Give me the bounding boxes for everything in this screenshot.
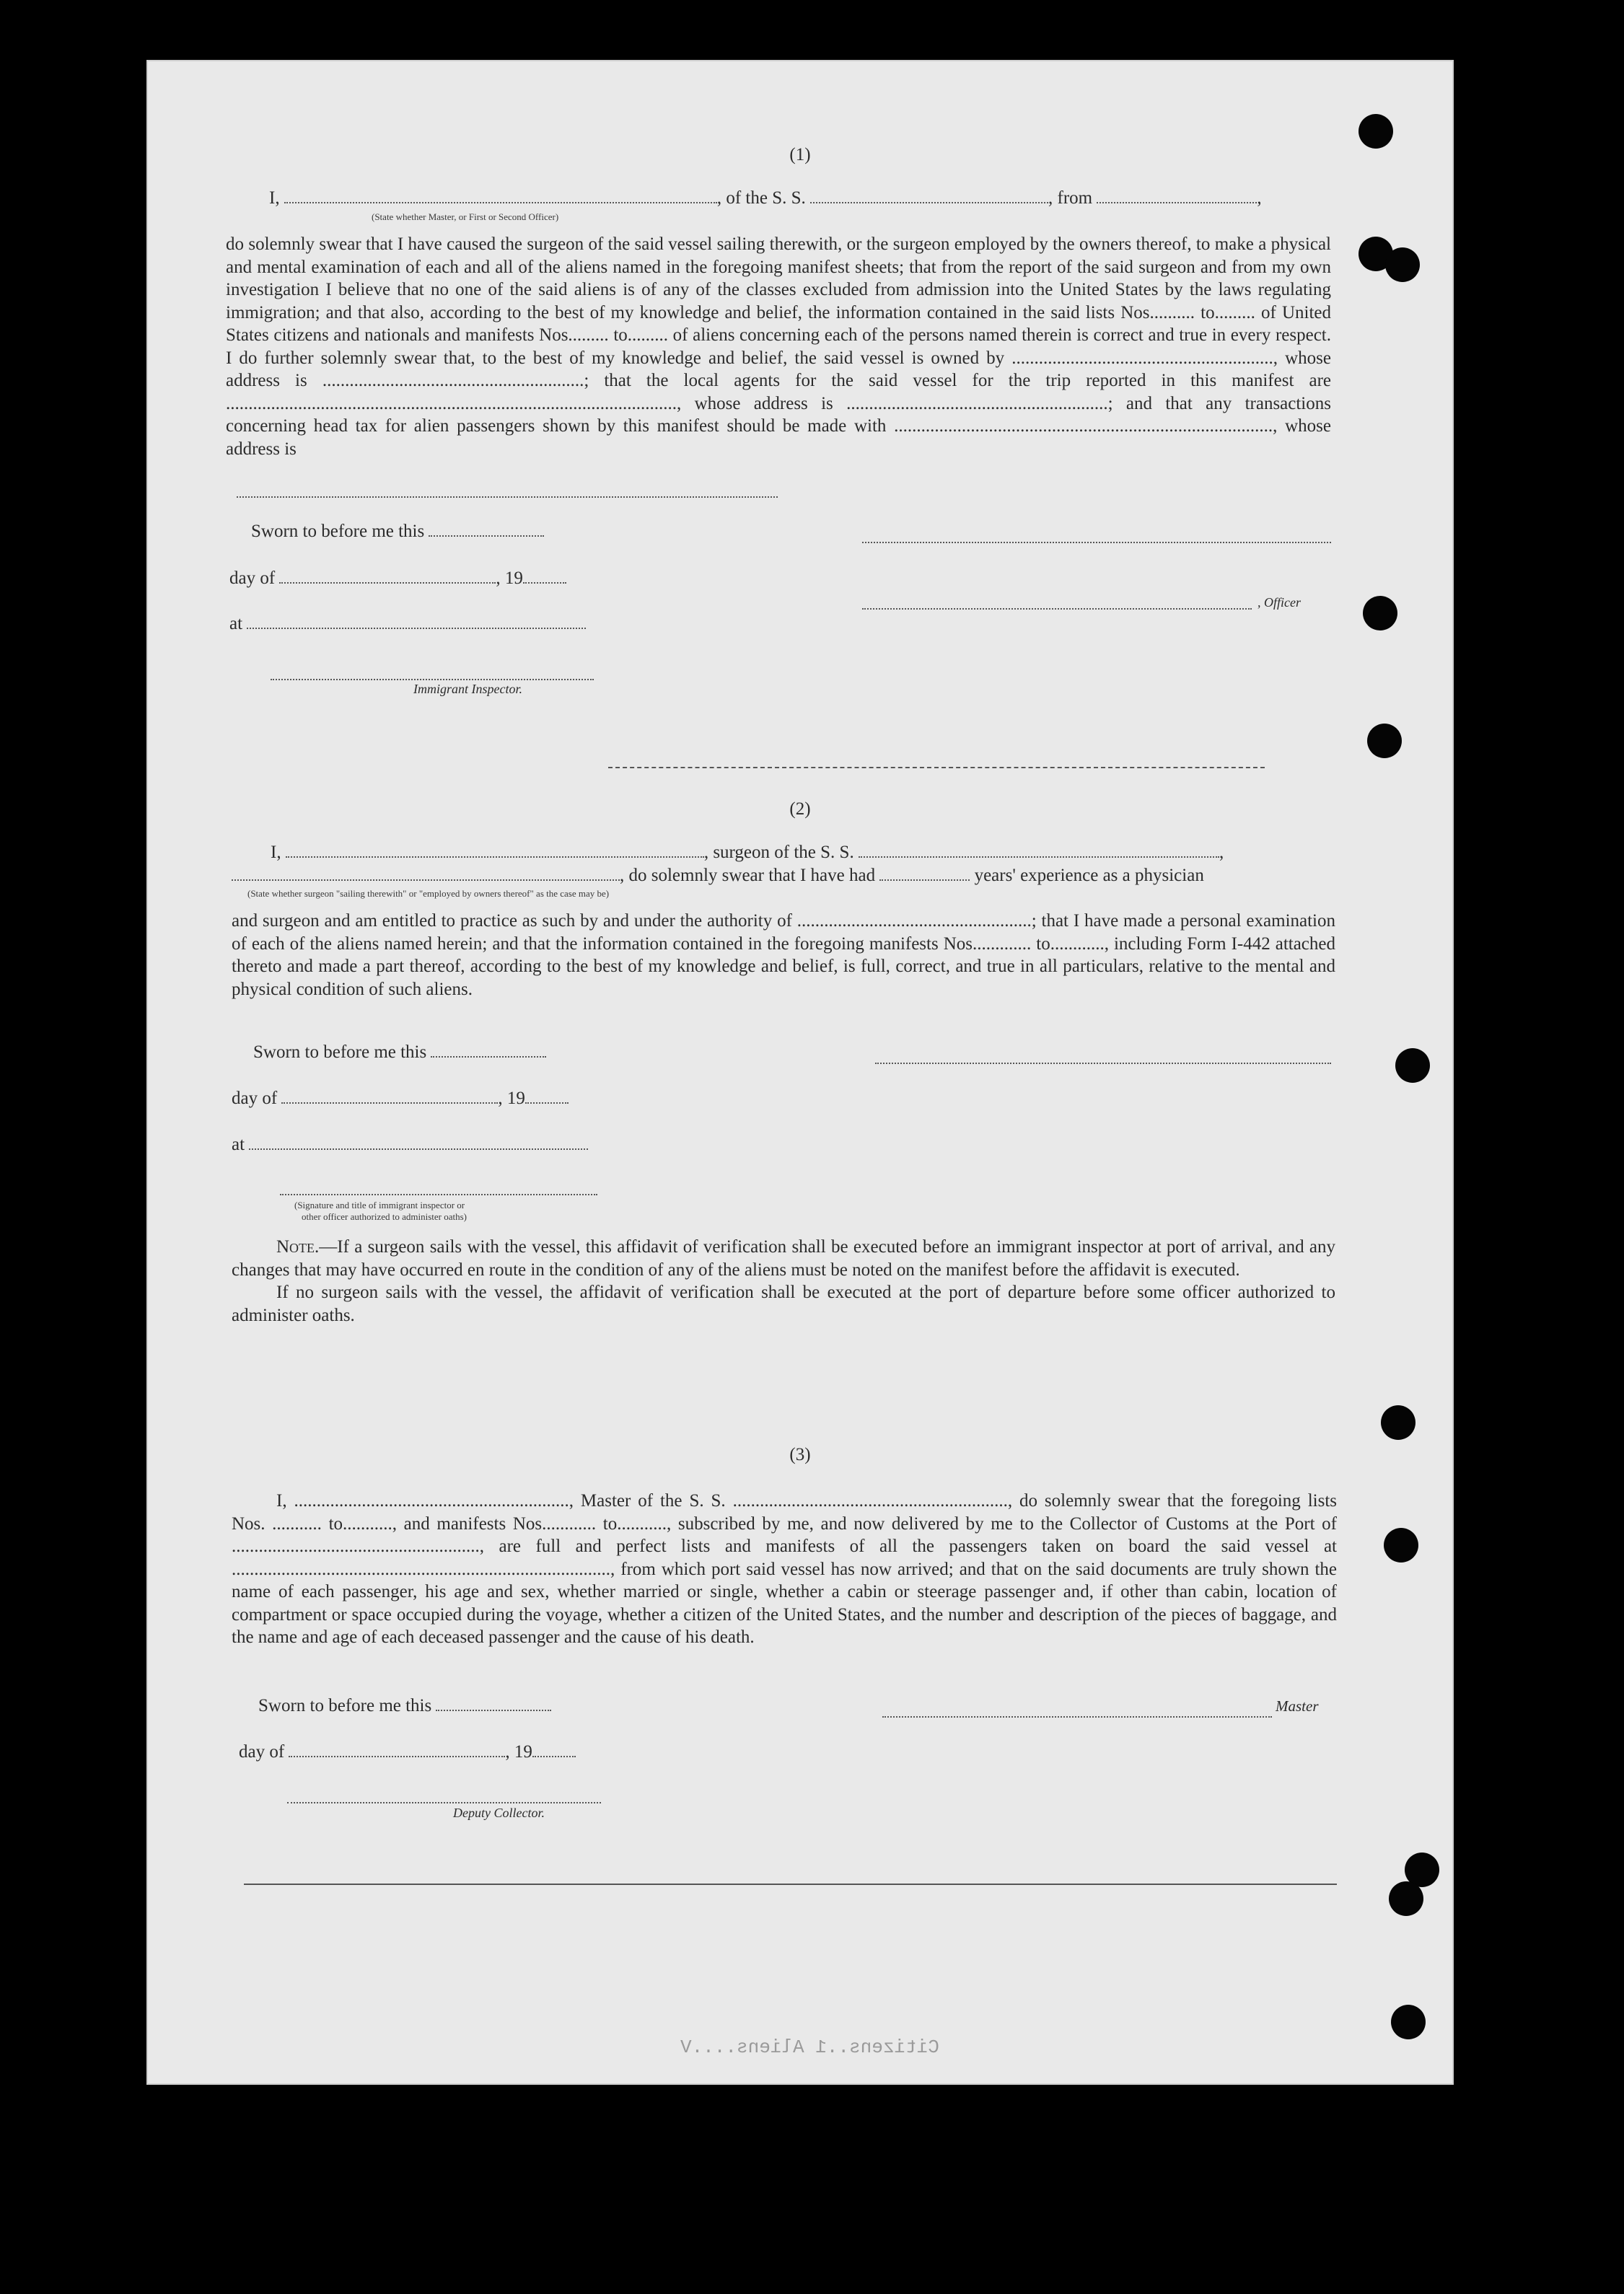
authorized-officer-signature-blank[interactable] (280, 1194, 597, 1195)
year-blank[interactable] (523, 569, 566, 584)
sworn-line-3 (258, 1696, 551, 1716)
surgeon-status-blank[interactable] (232, 866, 620, 881)
comma: , (1257, 188, 1262, 208)
officer-rank-caption: (State whether Master, or First or Second Officer) (372, 211, 559, 222)
binder-hole (1391, 2005, 1426, 2039)
section-2-second-line (232, 866, 1204, 886)
section-1-first-line (269, 188, 1262, 208)
of-the-ss-label: , of the S. S. (716, 188, 806, 208)
collector-signature-blank[interactable] (287, 1802, 601, 1803)
section-2-first-line (271, 843, 1224, 863)
year-label: , 19 (498, 1089, 525, 1108)
master-caption: Master (1276, 1697, 1319, 1715)
place-blank[interactable] (247, 615, 586, 629)
day-of-label: day of (232, 1089, 278, 1108)
swear-label: , do solemnly swear that I have had (620, 866, 876, 885)
section-2-number: (2) (789, 799, 811, 819)
sworn-date-blank[interactable] (431, 1043, 546, 1058)
place-blank[interactable] (249, 1135, 588, 1150)
month-blank[interactable] (279, 569, 496, 584)
deputy-collector-caption: Deputy Collector. (453, 1806, 545, 1820)
month-blank[interactable] (289, 1743, 505, 1757)
note-text-1: —If a surgeon sails with the vessel, this affidavit of verification shall be executed before an immigrant inspector at port of arrival, and any changes that may have occurred en route in the condition of any of the aliens must be noted on the manifest before the affidavit is executed. (232, 1237, 1335, 1280)
section-3-oath-text: I, ............................................................., Master of the S. S. ............................................................., do solemnly swear that the foregoing lists Nos. ........... to..........., and manifests Nos............ to..........., subscribed by me, and now delivered by me to the Collector of Customs at the Port of ......................................................., are full and perfect lists and manifests of all the passengers taken on board the said vessel at ...................................................................................., from which port said vessel has now arrived; and that on the said documents are truly shown the name of each passenger, his age and sex, whether married or single, whether a cabin or steerage passenger and, if other than cabin, location of compartment or space occupied during the voyage, whether a citizen of the United States, and the number and description of the pieces of baggage, and the name and age of each deceased passenger and the cause of his death. (232, 1491, 1337, 1647)
section-1-number: (1) (789, 145, 811, 164)
binder-hole (1389, 1881, 1423, 1916)
officer-title-blank[interactable] (862, 608, 1252, 610)
day-of-line-3 (239, 1742, 576, 1762)
sworn-date-blank[interactable] (429, 522, 544, 537)
officer-signature-blank[interactable] (862, 542, 1331, 543)
binder-hole (1385, 247, 1420, 282)
year-blank[interactable] (525, 1089, 569, 1104)
section-3-number: (3) (789, 1445, 811, 1464)
sworn-date-blank[interactable] (436, 1697, 551, 1711)
immigrant-inspector-caption: Immigrant Inspector. (413, 682, 522, 696)
divider-bottom (244, 1884, 1337, 1885)
sworn-line-1 (251, 522, 544, 542)
address-continuation-blank[interactable] (237, 496, 778, 498)
year-label: , 19 (496, 568, 523, 588)
day-of-line-2 (232, 1089, 569, 1109)
section-1-oath-text: do solemnly swear that I have caused the surgeon of the said vessel sailing therewith, or the surgeon employed by the owners thereof, to make a physical and mental examination of each and all of the aliens named in the foregoing manifest sheets; that from the report of the said surgeon and from my own investigation I believe that no one of the said aliens is of any of the classes excluded from admission into the United States by the laws regulating immigration; and that also, according to the best of my knowledge and belief, the information contained in the said lists Nos.......... to......... of United States citizens and nationals and manifests Nos......... to......... of aliens concerning each of the persons named therein is correct and true in every respect. I do further solemnly swear that, to the best of my knowledge and belief, the said vessel is owned by .........................................................., whose address is ..........................................................; that the local agents for the said vessel for the trip reported in this manifest are ...................................................................................................., whose address is ..........................................................; and that any transactions concerning head tax for alien passengers shown by this manifest should be made with ...................................................................................., whose address is (226, 234, 1331, 459)
divider-1 (608, 767, 1265, 768)
years-experience-blank[interactable] (879, 866, 970, 881)
surgeon-vessel-blank[interactable] (859, 843, 1219, 858)
note-label: Note. (276, 1237, 320, 1257)
manifest-affidavit-sheet (146, 60, 1454, 2085)
officer-name-blank[interactable] (284, 189, 717, 203)
inspector-signature-blank[interactable] (271, 679, 594, 680)
from-label: , from (1048, 188, 1093, 208)
year-blank[interactable] (532, 1743, 576, 1757)
bleed-through-text: Citizens..1 Aliens....V (680, 2036, 939, 2058)
signature-caption-line-2: other officer authorized to administer oaths) (302, 1211, 467, 1222)
binder-hole (1367, 724, 1402, 758)
pronoun-i: I, (271, 843, 281, 862)
master-signature-blank[interactable] (882, 1716, 1272, 1718)
day-of-line-1 (229, 568, 566, 589)
surgeon-signature-blank[interactable] (875, 1063, 1331, 1064)
year-label: , 19 (505, 1742, 532, 1762)
day-of-label: day of (239, 1742, 285, 1762)
day-of-label: day of (229, 568, 276, 588)
sworn-label: Sworn to before me this (253, 1042, 427, 1062)
binder-hole (1359, 114, 1393, 149)
years-label: years' experience as a physician (974, 866, 1204, 885)
binder-hole (1381, 1405, 1415, 1440)
note-paragraph-1 (232, 1236, 1335, 1281)
binder-hole (1363, 596, 1397, 630)
sworn-line-2 (253, 1042, 546, 1063)
sworn-label: Sworn to before me this (258, 1696, 432, 1715)
sworn-label: Sworn to before me this (251, 522, 425, 541)
at-line-1 (229, 614, 586, 634)
surgeon-status-caption: (State whether surgeon "sailing therewith" or "employed by owners thereof" as the case may be) (247, 888, 610, 899)
section-2-oath-text: and surgeon and am entitled to practice as such by and under the authority of ....................................................; that I have made a personal examination of each of the aliens named herein; and that the information contained in the foregoing manifests Nos............. to............, including Form I-442 attached thereto and made a part thereof, according to the best of my knowledge and belief, is full, correct, and true in all particulars, relative to the mental and physical condition of such aliens. (232, 911, 1335, 999)
at-label: at (229, 614, 243, 633)
port-from-blank[interactable] (1097, 189, 1257, 203)
month-blank[interactable] (281, 1089, 498, 1104)
vessel-name-blank[interactable] (810, 189, 1048, 203)
signature-caption-line-1: (Signature and title of immigrant inspector or (294, 1200, 465, 1210)
at-label: at (232, 1135, 245, 1154)
binder-hole (1395, 1048, 1430, 1083)
officer-caption: , Officer (1257, 595, 1301, 610)
surgeon-of-ss-label: , surgeon of the S. S. (703, 843, 854, 862)
surgeon-name-blank[interactable] (286, 843, 704, 858)
binder-hole (1384, 1528, 1418, 1563)
at-line-2 (232, 1135, 588, 1155)
pronoun-i: I, (269, 188, 280, 208)
comma: , (1219, 843, 1224, 862)
note-paragraph-2: If no surgeon sails with the vessel, the affidavit of verification shall be executed at the port of departure before some officer authorized to administer oaths. (232, 1283, 1335, 1325)
